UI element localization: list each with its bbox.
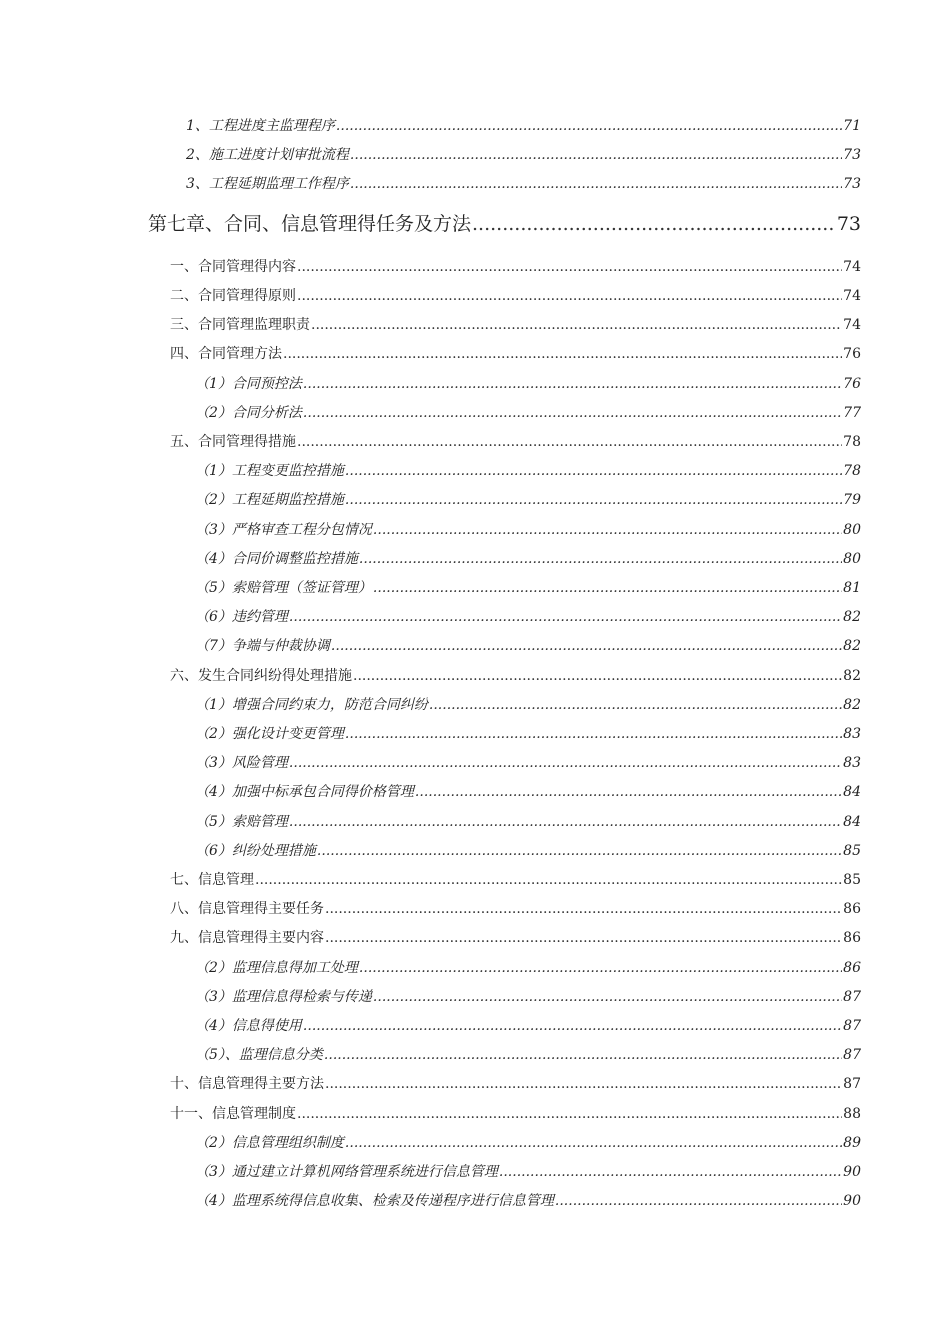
toc-leader — [325, 900, 842, 918]
toc-entry-label: （1）合同预控法 — [195, 376, 302, 392]
toc-entry[interactable] — [195, 988, 861, 1006]
toc-entry[interactable] — [170, 258, 861, 276]
toc-page-number: 85 — [843, 843, 861, 859]
toc-page-number: 76 — [843, 346, 861, 362]
toc-page-number: 74 — [843, 317, 861, 333]
toc-entry-label: 八、信息管理得主要任务 — [170, 901, 324, 917]
toc-entry-label: （3）通过建立计算机网络管理系统进行信息管理 — [195, 1164, 498, 1180]
toc-leader — [289, 608, 842, 626]
toc-page-number: 90 — [843, 1164, 861, 1180]
toc-leader — [472, 212, 836, 236]
toc-leader — [325, 929, 842, 947]
toc-entry[interactable] — [195, 1134, 861, 1152]
toc-page-number: 71 — [843, 118, 861, 134]
toc-page-number: 73 — [843, 147, 861, 163]
toc-page-number: 86 — [843, 901, 861, 917]
toc-entry[interactable] — [195, 1192, 861, 1210]
toc-leader — [317, 842, 842, 860]
toc-leader — [350, 146, 842, 164]
toc-entry[interactable] — [186, 175, 861, 193]
toc-entry[interactable] — [195, 813, 861, 831]
toc-entry[interactable] — [170, 1105, 861, 1123]
toc-entry-label: 一、合同管理得内容 — [170, 259, 296, 275]
toc-entry[interactable] — [170, 871, 861, 889]
toc-entry[interactable] — [195, 696, 861, 714]
toc-entry-label: 九、信息管理得主要内容 — [170, 930, 324, 946]
toc-page-number: 78 — [843, 434, 861, 450]
toc-leader — [331, 637, 842, 655]
toc-page-number: 73 — [843, 176, 861, 192]
toc-leader — [289, 754, 842, 772]
toc-page-number: 90 — [843, 1193, 861, 1209]
toc-page-number: 82 — [843, 609, 861, 625]
toc-entry-label: 五、合同管理得措施 — [170, 434, 296, 450]
toc-page-number: 78 — [843, 463, 861, 479]
toc-entry[interactable] — [195, 842, 861, 860]
toc-leader — [297, 433, 842, 451]
toc-entry[interactable] — [195, 783, 861, 801]
toc-entry[interactable] — [186, 146, 861, 164]
toc-entry[interactable] — [195, 1046, 861, 1064]
toc-leader — [289, 813, 842, 831]
toc-entry-label: （7）争端与仲裁协调 — [195, 638, 330, 654]
toc-entry[interactable] — [195, 521, 861, 539]
toc-page-number: 87 — [843, 1047, 861, 1063]
toc-page-number: 89 — [843, 1135, 861, 1151]
toc-entry-label: （2）合同分析法 — [195, 405, 302, 421]
toc-entry-label: （3）监理信息得检索与传递 — [195, 989, 372, 1005]
toc-leader — [345, 491, 842, 509]
toc-entry-label: 十、信息管理得主要方法 — [170, 1076, 324, 1092]
toc-page-number: 82 — [843, 638, 861, 654]
toc-leader — [373, 579, 842, 597]
toc-entry-label: 3、工程延期监理工作程序 — [186, 176, 349, 192]
toc-entry-label: （3）风险管理 — [195, 755, 288, 771]
toc-page-number: 81 — [843, 580, 861, 596]
toc-page-number: 79 — [843, 492, 861, 508]
toc-entry[interactable] — [195, 754, 861, 772]
toc-page-number: 87 — [843, 989, 861, 1005]
toc-entry[interactable] — [170, 929, 861, 947]
toc-entry[interactable] — [195, 959, 861, 977]
toc-page-number: 80 — [843, 522, 861, 538]
toc-entry[interactable] — [195, 579, 861, 597]
toc-entry[interactable] — [170, 667, 861, 685]
toc-entry-label: （2）工程延期监控措施 — [195, 492, 344, 508]
toc-entry[interactable] — [170, 316, 861, 334]
toc-entry[interactable] — [170, 345, 861, 363]
toc-entry[interactable] — [195, 637, 861, 655]
toc-leader — [297, 1105, 842, 1123]
toc-entry-label: （5）索赔管理 — [195, 814, 288, 830]
toc-page-number: 82 — [843, 668, 861, 684]
toc-entry-label: （2）监理信息得加工处理 — [195, 960, 358, 976]
toc-page-number: 77 — [843, 405, 861, 421]
toc-entry-label: （3）严格审查工程分包情况 — [195, 522, 372, 538]
toc-page-number: 74 — [843, 288, 861, 304]
toc-entry-label: 六、发生合同纠纷得处理措施 — [170, 668, 352, 684]
toc-entry-label: （4）合同价调整监控措施 — [195, 551, 358, 567]
toc-entry[interactable] — [195, 404, 861, 422]
toc-page-number: 84 — [843, 784, 861, 800]
toc-entry[interactable] — [170, 900, 861, 918]
toc-page-number: 74 — [843, 259, 861, 275]
toc-leader — [297, 287, 842, 305]
toc-leader — [283, 345, 842, 363]
toc-leader — [303, 375, 842, 393]
toc-leader — [345, 462, 842, 480]
toc-leader — [353, 667, 842, 685]
toc-entry[interactable] — [195, 1017, 861, 1035]
toc-entry-label: （5）索赔管理（签证管理） — [195, 580, 372, 596]
toc-entry[interactable] — [195, 375, 861, 393]
toc-entry-label: （6）纠纷处理措施 — [195, 843, 316, 859]
toc-entry[interactable] — [170, 433, 861, 451]
toc-entry[interactable] — [195, 491, 861, 509]
toc-leader — [415, 783, 842, 801]
toc-entry-label: 1、工程进度主监理程序 — [186, 118, 335, 134]
toc-page-number: 73 — [836, 213, 861, 235]
toc-page-number: 87 — [843, 1018, 861, 1034]
toc-page-number: 87 — [843, 1076, 861, 1092]
toc-entry-label: （6）违约管理 — [195, 609, 288, 625]
toc-leader — [311, 316, 842, 334]
toc-page-number: 83 — [843, 755, 861, 771]
toc-entry[interactable] — [170, 287, 861, 305]
toc-leader — [303, 404, 842, 422]
toc-entry[interactable] — [170, 1075, 861, 1093]
toc-leader — [297, 258, 842, 276]
toc-entry-label: （4）加强中标承包合同得价格管理 — [195, 784, 414, 800]
toc-leader — [373, 988, 842, 1006]
toc-page-number: 76 — [843, 376, 861, 392]
toc-leader — [359, 959, 842, 977]
toc-leader — [555, 1192, 842, 1210]
toc-entry-label: （5）、监理信息分类 — [195, 1047, 323, 1063]
toc-page-number: 80 — [843, 551, 861, 567]
toc-leader — [255, 871, 842, 889]
toc-entry[interactable] — [195, 725, 861, 743]
toc-page-number: 86 — [843, 930, 861, 946]
toc-entry-label: （2）信息管理组织制度 — [195, 1135, 344, 1151]
toc-entry-label: 四、合同管理方法 — [170, 346, 282, 362]
toc-entry-label: （1）工程变更监控措施 — [195, 463, 344, 479]
toc-leader — [499, 1163, 842, 1181]
toc-entry-label: 十一、信息管理制度 — [170, 1106, 296, 1122]
toc-entry[interactable] — [195, 462, 861, 480]
toc-leader — [429, 696, 842, 714]
toc-page-number: 88 — [843, 1106, 861, 1122]
toc-leader — [345, 1134, 842, 1152]
toc-page-number: 82 — [843, 697, 861, 713]
toc-entry-label: （4）监理系统得信息收集、检索及传递程序进行信息管理 — [195, 1193, 554, 1209]
toc-entry-label: 三、合同管理监理职责 — [170, 317, 310, 333]
toc-entry[interactable] — [195, 608, 861, 626]
toc-leader — [303, 1017, 842, 1035]
toc-page-number: 83 — [843, 726, 861, 742]
toc-leader — [373, 521, 842, 539]
toc-entry[interactable] — [186, 117, 861, 135]
toc-leader — [345, 725, 842, 743]
toc-entry-label: （4）信息得使用 — [195, 1018, 302, 1034]
toc-entry[interactable] — [195, 550, 861, 568]
toc-chapter-label: 第七章、合同、信息管理得任务及方法 — [148, 213, 472, 235]
toc-page-number: 84 — [843, 814, 861, 830]
toc-page-number: 86 — [843, 960, 861, 976]
toc-entry-label: 七、信息管理 — [170, 872, 254, 888]
toc-chapter-entry[interactable] — [148, 212, 861, 236]
toc-entry-label: 二、合同管理得原则 — [170, 288, 296, 304]
toc-entry-label: （2）强化设计变更管理 — [195, 726, 344, 742]
toc-leader — [350, 175, 842, 193]
toc-leader — [336, 117, 842, 135]
toc-entry-label: （1）增强合同约束力，防范合同纠纷 — [195, 697, 428, 713]
toc-leader — [324, 1046, 842, 1064]
toc-entry[interactable] — [195, 1163, 861, 1181]
toc-entry-label: 2、施工进度计划审批流程 — [186, 147, 349, 163]
toc-leader — [325, 1075, 842, 1093]
toc-leader — [359, 550, 842, 568]
toc-page-number: 85 — [843, 872, 861, 888]
